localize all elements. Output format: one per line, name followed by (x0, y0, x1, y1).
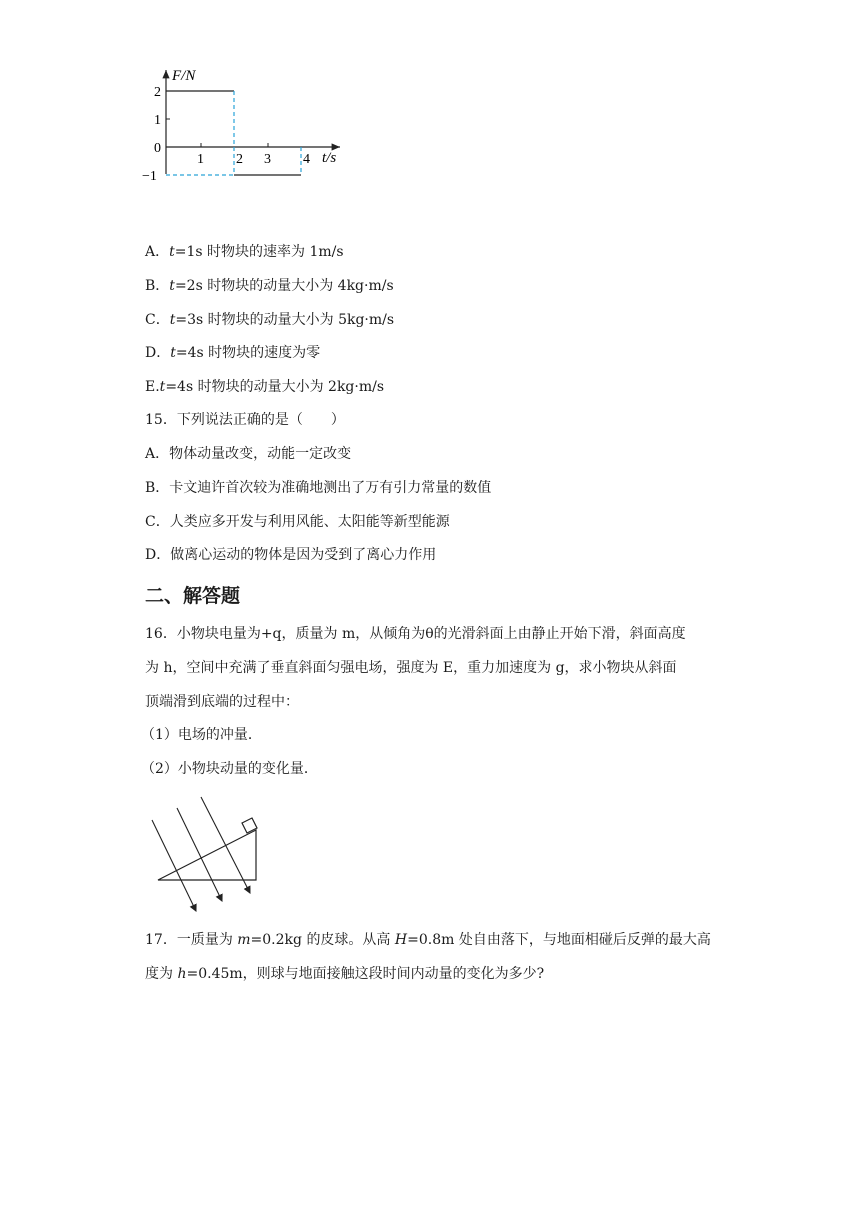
q17-line-1: 17．一质量为 m=0.2kg 的皮球。从高 H=0.8m 处自由落下，与地面相碰后反弹的最大高 (145, 932, 711, 948)
field-line (177, 808, 222, 901)
y-tick-label: 0 (154, 141, 161, 156)
x-tick-label: 1 (197, 152, 204, 167)
y-tick-label: −1 (142, 169, 157, 184)
q14-option-e: E.t=4s 时物块的动量大小为 2kg·m/s (145, 379, 385, 395)
x-tick-label: 2 (236, 152, 243, 167)
q15-option-d: D．做离心运动的物体是因为受到了离心力作用 (145, 547, 437, 563)
q15-option-b: B．卡文迪许首次较为准确地测出了万有引力常量的数值 (145, 480, 492, 496)
q17-line-2: 度为 h=0.45m，则球与地面接触这段时间内动量的变化为多少? (145, 966, 545, 982)
y-axis-label: F/N (172, 68, 196, 84)
q15-option-a: A．物体动量改变，动能一定改变 (145, 446, 352, 462)
y-tick-label: 1 (154, 113, 161, 128)
incline-field-diagram (144, 792, 264, 916)
q15-stem: 15．下列说法正确的是（ ） (145, 412, 345, 428)
q16-sub-1: （1）电场的冲量． (141, 727, 262, 743)
x-tick-label: 4 (303, 152, 310, 167)
q14-option-a: A．t=1s 时物块的速率为 1m/s (145, 244, 344, 260)
q15-option-c: C．人类应多开发与利用风能、太阳能等新型能源 (145, 514, 450, 530)
field-line (201, 797, 250, 893)
section-heading: 二、解答题 (145, 585, 241, 607)
q16-line-1: 16．小物块电量为+q，质量为 m，从倾角为θ的光滑斜面上由静止开始下滑，斜面高度 (145, 626, 686, 642)
q16-sub-2: （2）小物块动量的变化量． (141, 761, 318, 777)
q14-option-b: B．t=2s 时物块的动量大小为 4kg·m/s (145, 278, 394, 294)
incline-triangle (158, 830, 256, 880)
x-axis-label: t/s (322, 150, 337, 166)
force-time-graph (140, 62, 360, 192)
q16-line-3: 顶端滑到底端的过程中： (145, 694, 299, 710)
q16-line-2: 为 h，空间中充满了垂直斜面匀强电场，强度为 E，重力加速度为 g，求小物块从斜面 (145, 660, 677, 676)
y-tick-label: 2 (154, 85, 161, 100)
q14-option-c: C．t=3s 时物块的动量大小为 5kg·m/s (145, 312, 395, 328)
q14-option-d: D．t=4s 时物块的速度为零 (145, 345, 321, 361)
x-tick-label: 3 (264, 152, 271, 167)
